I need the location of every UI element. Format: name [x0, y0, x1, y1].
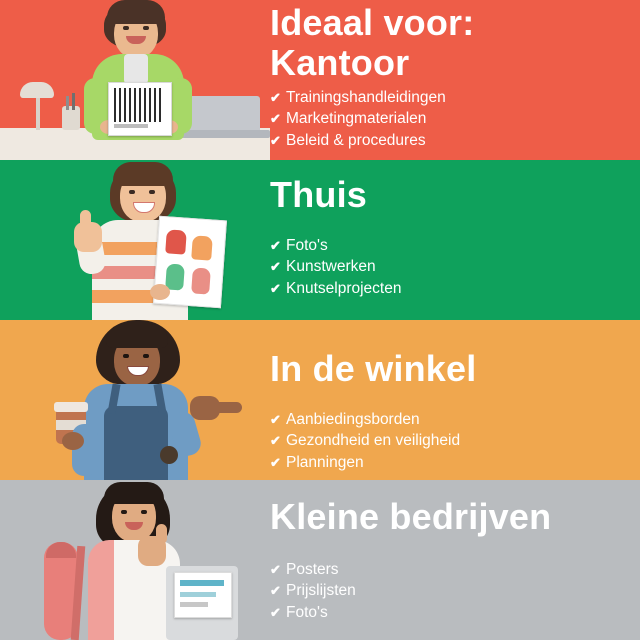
office-scene — [0, 0, 270, 160]
home-scene — [0, 160, 270, 320]
text-office — [270, 0, 640, 160]
check-icon: ✔ — [270, 89, 281, 105]
check-icon: ✔ — [270, 455, 281, 471]
hand-left — [62, 432, 84, 450]
hair-front — [104, 482, 164, 504]
coffee-cup-lid — [54, 402, 88, 412]
list-item — [270, 603, 622, 624]
list-home — [270, 236, 622, 300]
eye-right — [141, 510, 147, 514]
check-icon: ✔ — [270, 237, 281, 253]
list-store — [270, 410, 622, 474]
page-title: Ideaal voor: — [270, 2, 475, 43]
section-office — [0, 0, 640, 160]
list-item-label: Prijslijsten — [286, 582, 356, 600]
pencil — [72, 93, 75, 110]
inner-top — [124, 54, 148, 84]
eye-left — [123, 354, 129, 358]
list-item — [270, 410, 622, 431]
list-item — [270, 431, 622, 452]
heading-office: Kantoor — [270, 41, 410, 83]
check-icon: ✔ — [270, 132, 281, 148]
list-item — [270, 581, 622, 602]
eye-right — [149, 190, 155, 194]
check-icon: ✔ — [270, 583, 281, 599]
list-item — [270, 453, 622, 474]
text-store — [270, 320, 640, 480]
handprint-orange — [191, 235, 213, 260]
eye-right — [143, 26, 149, 30]
eye-left — [121, 510, 127, 514]
small-business-scene — [0, 480, 270, 640]
thumb — [80, 210, 91, 230]
list-item-label: Kunstwerken — [286, 258, 376, 276]
list-item-label: Gezondheid en veiligheid — [286, 432, 461, 450]
list-item-label: Beleid & procedures — [286, 131, 426, 149]
check-icon: ✔ — [270, 433, 281, 449]
list-item-label: Planningen — [286, 454, 364, 472]
sweater-over-shoulder — [88, 540, 114, 640]
list-item-label: Foto's — [286, 604, 328, 622]
hair-front — [107, 0, 165, 24]
check-icon: ✔ — [270, 411, 281, 427]
eye-left — [129, 190, 135, 194]
photo-small-business — [0, 480, 270, 640]
section-home — [0, 160, 640, 320]
list-item — [270, 109, 622, 130]
text-home — [270, 160, 640, 320]
pen — [66, 96, 69, 110]
apron — [104, 406, 168, 480]
sheet-line-2 — [180, 592, 216, 597]
pen-cup — [62, 106, 80, 130]
list-item — [270, 88, 622, 109]
heading-home: Thuis — [270, 174, 367, 215]
hand-holding-artwork — [150, 284, 170, 300]
list-item — [270, 236, 622, 257]
list-item — [270, 279, 622, 300]
list-item-label: Posters — [286, 560, 339, 578]
check-icon: ✔ — [270, 259, 281, 275]
hair-front — [113, 162, 173, 186]
list-item-label: Foto's — [286, 236, 328, 254]
document-barcode-lines — [114, 88, 164, 122]
handprint-red — [165, 229, 187, 254]
check-icon: ✔ — [270, 561, 281, 577]
eye-right — [143, 354, 149, 358]
text-small-business — [270, 480, 640, 640]
laptop-screen — [186, 96, 260, 134]
check-icon: ✔ — [270, 281, 281, 297]
store-scene — [0, 320, 270, 480]
sheet-line-3 — [180, 602, 208, 607]
wristwatch — [160, 446, 178, 464]
heading-store: In de winkel — [270, 348, 477, 389]
photo-store — [0, 320, 270, 480]
hair-front — [106, 324, 168, 348]
check-icon: ✔ — [270, 111, 281, 127]
list-item-label: Knutselprojecten — [286, 280, 402, 298]
photo-home — [0, 160, 270, 320]
list-item — [270, 131, 622, 152]
desk-lamp-shade — [20, 82, 54, 98]
list-office — [270, 88, 622, 152]
list-item-label: Marketingmaterialen — [286, 110, 427, 128]
check-icon: ✔ — [270, 605, 281, 621]
document-text-line — [114, 124, 148, 128]
heading-small-business: Kleine bedrijven — [270, 496, 552, 537]
list-item-label: Aanbiedingsborden — [286, 410, 420, 428]
sheet-line-1 — [180, 580, 224, 586]
pointing-finger — [214, 402, 242, 413]
list-item — [270, 257, 622, 278]
laptop-base — [176, 130, 270, 138]
eye-left — [123, 26, 129, 30]
section-small-business — [0, 480, 640, 640]
footprint-pink — [191, 267, 211, 294]
list-item-label: Trainingshandleidingen — [286, 88, 446, 106]
thumb — [156, 524, 167, 544]
section-store — [0, 320, 640, 480]
list-small-business — [270, 560, 622, 624]
list-item — [270, 560, 622, 581]
photo-office — [0, 0, 270, 160]
